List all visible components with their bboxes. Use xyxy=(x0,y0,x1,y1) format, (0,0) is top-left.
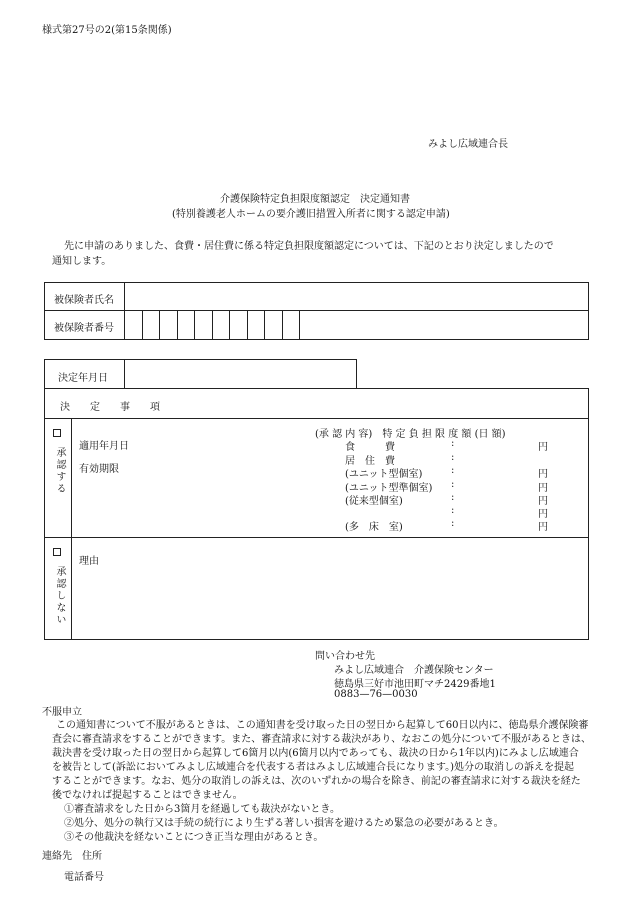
objection-line: 裁決書を受け取った日の翌日から起算して6箇月以内(6箇月以内であっても、裁決の日から1年以内)にみよし広域連合 xyxy=(52,748,579,759)
issuer: みよし広域連合長 xyxy=(428,139,508,150)
limit-row-colon: : xyxy=(451,505,455,516)
limit-row-label: (ユニット型準個室) xyxy=(345,483,433,494)
limit-row-label: (ユニット型個室) xyxy=(345,469,423,480)
limit-row-unit: 円 xyxy=(538,469,548,480)
contact-org: みよし広域連合 介護保険センター xyxy=(334,665,494,676)
limit-row-unit: 円 xyxy=(538,442,548,453)
objection-line: 後でなければ提起することはできません。 xyxy=(52,790,243,801)
contact-heading: 問い合わせ先 xyxy=(315,651,375,662)
objection-item: ②処分、処分の執行又は手続の続行により生ずる著しい損害を避けるため緊急の必要があるとき。 xyxy=(64,818,504,829)
form-number: 様式第27号の2(第15条関係) xyxy=(42,25,172,36)
limit-row-label: (従来型個室) xyxy=(345,496,403,507)
valid-period-label: 有効期限 xyxy=(79,464,119,475)
limit-row-unit: 円 xyxy=(538,483,548,494)
approve-label: 承認する xyxy=(54,447,65,495)
decision-items-header: 決 定 事 項 xyxy=(60,402,160,413)
disapprove-label: 承認しない xyxy=(54,566,65,626)
approve-checkbox[interactable] xyxy=(53,429,61,440)
footer-phone-label: 電話番号 xyxy=(64,872,104,883)
insured-name-label: 被保険者氏名 xyxy=(54,295,114,306)
limit-row-unit: 円 xyxy=(538,522,548,533)
decision-date-label: 決定年月日 xyxy=(58,373,108,384)
reason-label: 理由 xyxy=(79,556,99,567)
insured-name-field[interactable] xyxy=(125,283,588,310)
limit-row-colon: : xyxy=(451,438,455,449)
limit-row-label: 居 住 費 xyxy=(345,456,395,467)
objection-item: ①審査請求をした日から3箇月を経過しても裁決がないとき。 xyxy=(64,804,340,815)
objection-line: することができます。なお、処分の取消しの訴えは、次のいずれかの場合を除き、前記の審査請求に対する裁決を経た xyxy=(52,776,581,787)
intro-text-line2: 通知します。 xyxy=(52,256,112,267)
reason-field[interactable] xyxy=(72,538,588,639)
approval-content-header: (承 認 内 容) 特 定 負 担 限 度 額 (日 額) xyxy=(315,429,506,440)
footer-contact-label: 連絡先 住所 xyxy=(42,851,102,862)
limit-row-unit: 円 xyxy=(538,509,548,520)
objection-item: ③その他裁決を経ないことにつき正当な理由があるとき。 xyxy=(64,832,324,843)
document-subtitle: (特別養護老人ホームの要介護旧措置入所者に関する認定申請) xyxy=(172,209,450,220)
document-title: 介護保険特定負担限度額認定 決定通知書 xyxy=(220,194,410,205)
contact-address: 徳島県三好市池田町マチ2429番地1 xyxy=(334,679,496,690)
limit-row-unit: 円 xyxy=(538,496,548,507)
objection-line: 査会に審査請求をすることができます。また、審査請求に対する裁決があり、なおこの処分について不服があるときは、 xyxy=(52,734,591,745)
insured-number-label: 被保険者番号 xyxy=(54,323,114,334)
limit-row-colon: : xyxy=(451,465,455,476)
decision-date-field[interactable] xyxy=(125,360,356,388)
contact-phone: 0883—76—0030 xyxy=(334,689,418,700)
limit-row-colon: : xyxy=(451,518,455,529)
limit-row-label: 食 費 xyxy=(345,442,395,453)
disapprove-checkbox[interactable] xyxy=(53,548,61,559)
objection-heading: 不服申立 xyxy=(42,707,82,718)
intro-text-line1: 先に申請のありました、食費・居住費に係る特定負担限度額認定については、下記のとおり決定しましたので xyxy=(64,241,554,252)
limit-row-colon: : xyxy=(451,492,455,503)
limit-row-label: (多 床 室) xyxy=(345,522,403,533)
limit-row-colon: : xyxy=(451,452,455,463)
objection-line: この通知書について不服があるときは、この通知書を受け取った日の翌日から起算して60日以内に、徳島県介護保険審 xyxy=(56,720,589,731)
objection-line: を被告として(訴訟においてみよし広域連合を代表する者はみよし広域連合長になります。)処分の取消しの訴えを提起 xyxy=(52,762,575,773)
limit-row-colon: : xyxy=(451,479,455,490)
apply-date-label: 適用年月日 xyxy=(79,441,129,452)
